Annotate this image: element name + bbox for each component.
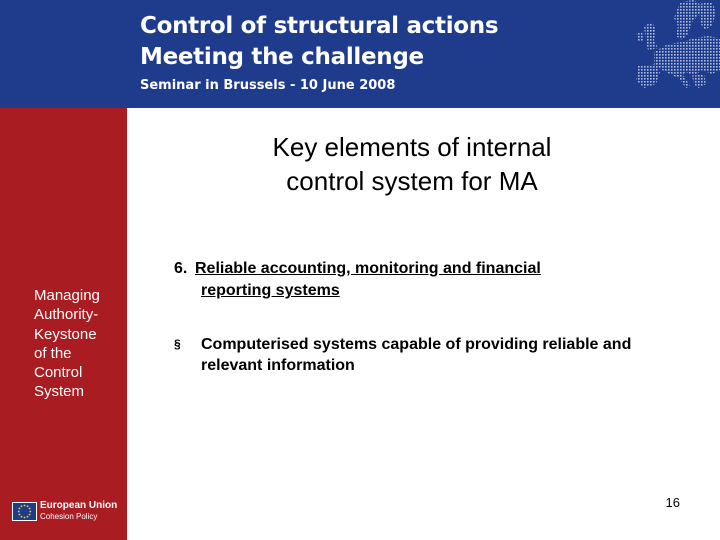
slide-title (222, 130, 602, 198)
sidebar-caption-line: Control (34, 364, 83, 382)
item-number: 6. (174, 260, 188, 277)
sidebar-caption-line: Keystone (34, 325, 97, 343)
header-title-line2: Meeting the challenge (140, 44, 424, 70)
eu-logo-line2: Cohesion Policy (40, 512, 98, 521)
header-subtitle: Seminar in Brussels - 10 June 2008 (140, 78, 396, 93)
sidebar-caption-line: Managing (34, 287, 100, 304)
page-number: 16 (665, 495, 680, 510)
eu-logo (12, 500, 122, 526)
sidebar-caption-line: Authority- (34, 306, 99, 324)
eu-flag-icon (12, 502, 37, 521)
header-banner (0, 0, 720, 108)
sidebar (0, 108, 127, 540)
item-heading-text: Reliable accounting, monitoring and financial reporting systems (195, 260, 541, 299)
slide-title-line2: control system for MA (286, 166, 538, 196)
header-title (140, 11, 498, 73)
eu-logo-line1: European Union (40, 500, 118, 511)
bullet-marker-icon: § (174, 337, 181, 351)
sidebar-caption (34, 286, 124, 402)
sidebar-caption-line: of the (34, 344, 72, 362)
europe-map-icon (632, 0, 720, 90)
bullet-text: Computerised systems capable of providing reliable and relevant information (201, 336, 632, 374)
header-title-line1: Control of structural actions (140, 13, 499, 39)
slide-title-line1: Key elements of internal (272, 132, 552, 162)
sidebar-caption-line: System (34, 383, 85, 401)
